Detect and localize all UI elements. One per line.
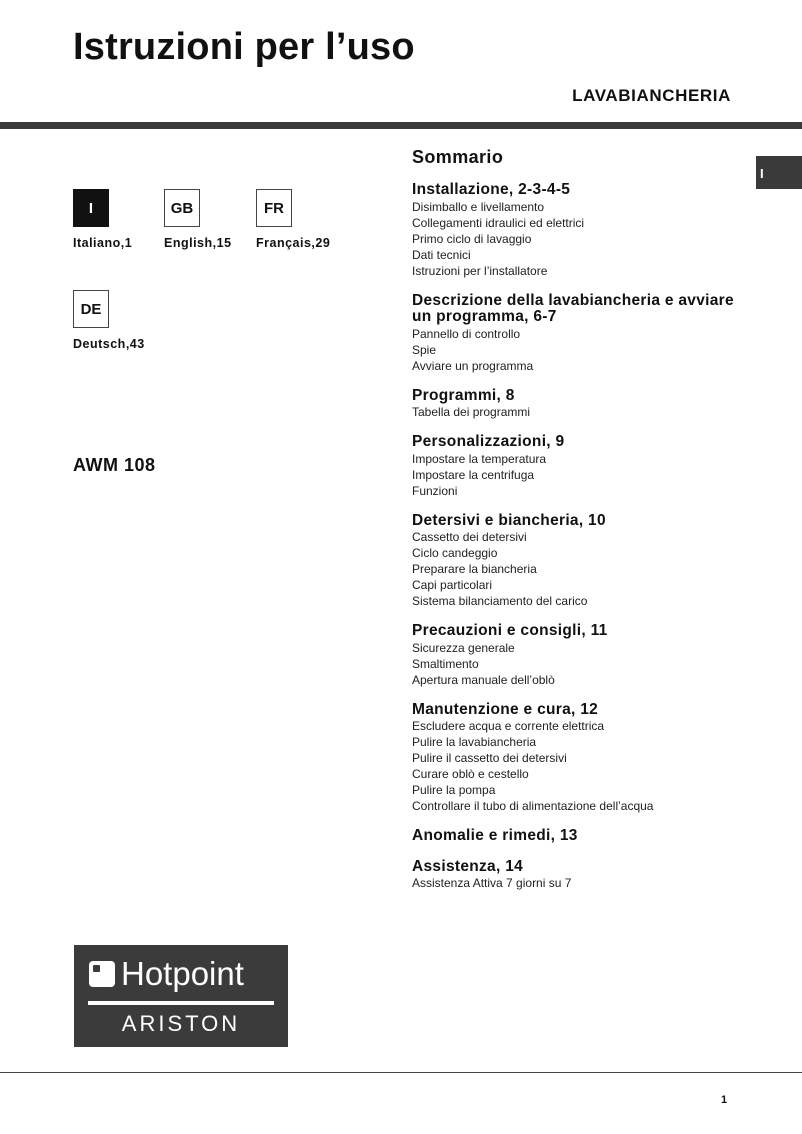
model-number: AWM 108 <box>73 455 156 475</box>
toc-item-list <box>412 640 742 688</box>
toc-item[interactable]: Impostare la temperatura <box>412 451 547 466</box>
language-deutsch[interactable] <box>73 290 145 351</box>
toc-section <box>412 513 742 610</box>
language-code-box[interactable]: I <box>73 189 109 227</box>
language-label: English,15 <box>164 236 232 250</box>
product-type: LAVABIANCHERIA <box>572 86 731 105</box>
toc-item[interactable]: Istruzioni per l’installatore <box>412 263 548 278</box>
toc-item[interactable]: Tabella dei programmi <box>412 405 531 419</box>
table-of-contents <box>412 147 742 905</box>
toc-item-list <box>412 529 742 609</box>
page-number: 1 <box>721 1094 728 1106</box>
language-code-box[interactable]: GB <box>164 189 200 227</box>
language-code-box[interactable]: DE <box>73 290 109 328</box>
language-label: Italiano,1 <box>73 236 133 250</box>
language-label: Deutsch,43 <box>73 337 145 351</box>
toc-item[interactable]: Primo ciclo di lavaggio <box>412 231 532 246</box>
page-title: Istruzioni per l’uso <box>73 26 415 68</box>
toc-item[interactable]: Escludere acqua e corrente elettrica <box>412 719 605 733</box>
toc-section-heading[interactable]: Manutenzione e cura, 12 <box>412 700 599 718</box>
toc-section <box>412 702 742 815</box>
toc-section-heading[interactable]: Installazione, 2-3-4-5 <box>412 181 571 198</box>
hotpoint-ariston-logo <box>74 945 288 1047</box>
toc-item[interactable]: Spie <box>412 342 437 357</box>
toc-title: Sommario <box>412 147 504 167</box>
toc-item[interactable]: Funzioni <box>412 483 458 498</box>
language-label: Français,29 <box>256 236 331 250</box>
toc-item[interactable]: Ciclo candeggio <box>412 546 498 560</box>
toc-section-list <box>412 182 742 891</box>
toc-item[interactable]: Cassetto dei detersivi <box>412 530 527 544</box>
toc-section <box>412 434 742 499</box>
toc-section <box>412 293 742 374</box>
toc-item[interactable]: Sicurezza generale <box>412 640 515 655</box>
language-tab-marker: I <box>756 156 802 189</box>
toc-item[interactable]: Pulire la lavabiancheria <box>412 735 537 749</box>
language-italiano[interactable] <box>73 189 132 250</box>
toc-section <box>412 388 742 421</box>
toc-item[interactable]: Capi particolari <box>412 578 493 592</box>
toc-section-heading[interactable]: Programmi, 8 <box>412 386 515 404</box>
logo-subtitle: ARISTON <box>121 1011 241 1036</box>
toc-section-heading[interactable]: Precauzioni e consigli, 11 <box>412 622 608 639</box>
toc-item[interactable]: Pulire la pompa <box>412 783 496 797</box>
toc-item[interactable]: Assistenza Attiva 7 giorni su 7 <box>412 876 572 890</box>
header-divider <box>0 122 802 129</box>
toc-item[interactable]: Smaltimento <box>412 656 479 671</box>
toc-item[interactable]: Impostare la centrifuga <box>412 467 535 482</box>
toc-item[interactable]: Pulire il cassetto dei detersivi <box>412 751 567 765</box>
toc-item[interactable]: Pannello di controllo <box>412 326 521 341</box>
language-english[interactable] <box>164 189 232 250</box>
toc-section <box>412 859 742 892</box>
toc-item[interactable]: Apertura manuale dell’oblò <box>412 672 555 687</box>
toc-item[interactable]: Collegamenti idraulici ed elettrici <box>412 215 585 230</box>
brand-mark-icon <box>89 961 115 987</box>
toc-item-list <box>412 875 742 891</box>
toc-item-list <box>412 404 742 420</box>
toc-section <box>412 828 742 845</box>
language-code-box[interactable]: FR <box>256 189 292 227</box>
toc-section-heading[interactable]: Anomalie e rimedi, 13 <box>412 827 578 844</box>
toc-section <box>412 182 742 279</box>
toc-item[interactable]: Disimballo e livellamento <box>412 199 545 214</box>
toc-section-heading[interactable]: Detersivi e biancheria, 10 <box>412 511 606 529</box>
toc-section-heading[interactable]: Descrizione della lavabiancheria e avviare un programma, 6-7 <box>412 291 734 325</box>
toc-item-list <box>412 199 742 279</box>
toc-item[interactable]: Curare oblò e cestello <box>412 767 529 781</box>
language-francais[interactable] <box>256 189 330 250</box>
toc-section-heading[interactable]: Personalizzazioni, 9 <box>412 433 565 450</box>
toc-item[interactable]: Preparare la biancheria <box>412 562 537 576</box>
logo-brand: Hotpoint <box>121 955 244 992</box>
footer-divider <box>0 1072 802 1073</box>
toc-item[interactable]: Controllare il tubo di alimentazione dell’acqua <box>412 799 654 813</box>
toc-item[interactable]: Dati tecnici <box>412 247 471 262</box>
logo-divider <box>88 1001 274 1005</box>
toc-section <box>412 623 742 688</box>
toc-item[interactable]: Sistema bilanciamento del carico <box>412 594 588 608</box>
toc-section-heading[interactable]: Assistenza, 14 <box>412 857 524 875</box>
toc-item[interactable]: Avviare un programma <box>412 358 534 373</box>
toc-item-list <box>412 326 742 374</box>
toc-item-list <box>412 718 742 814</box>
toc-item-list <box>412 451 742 499</box>
